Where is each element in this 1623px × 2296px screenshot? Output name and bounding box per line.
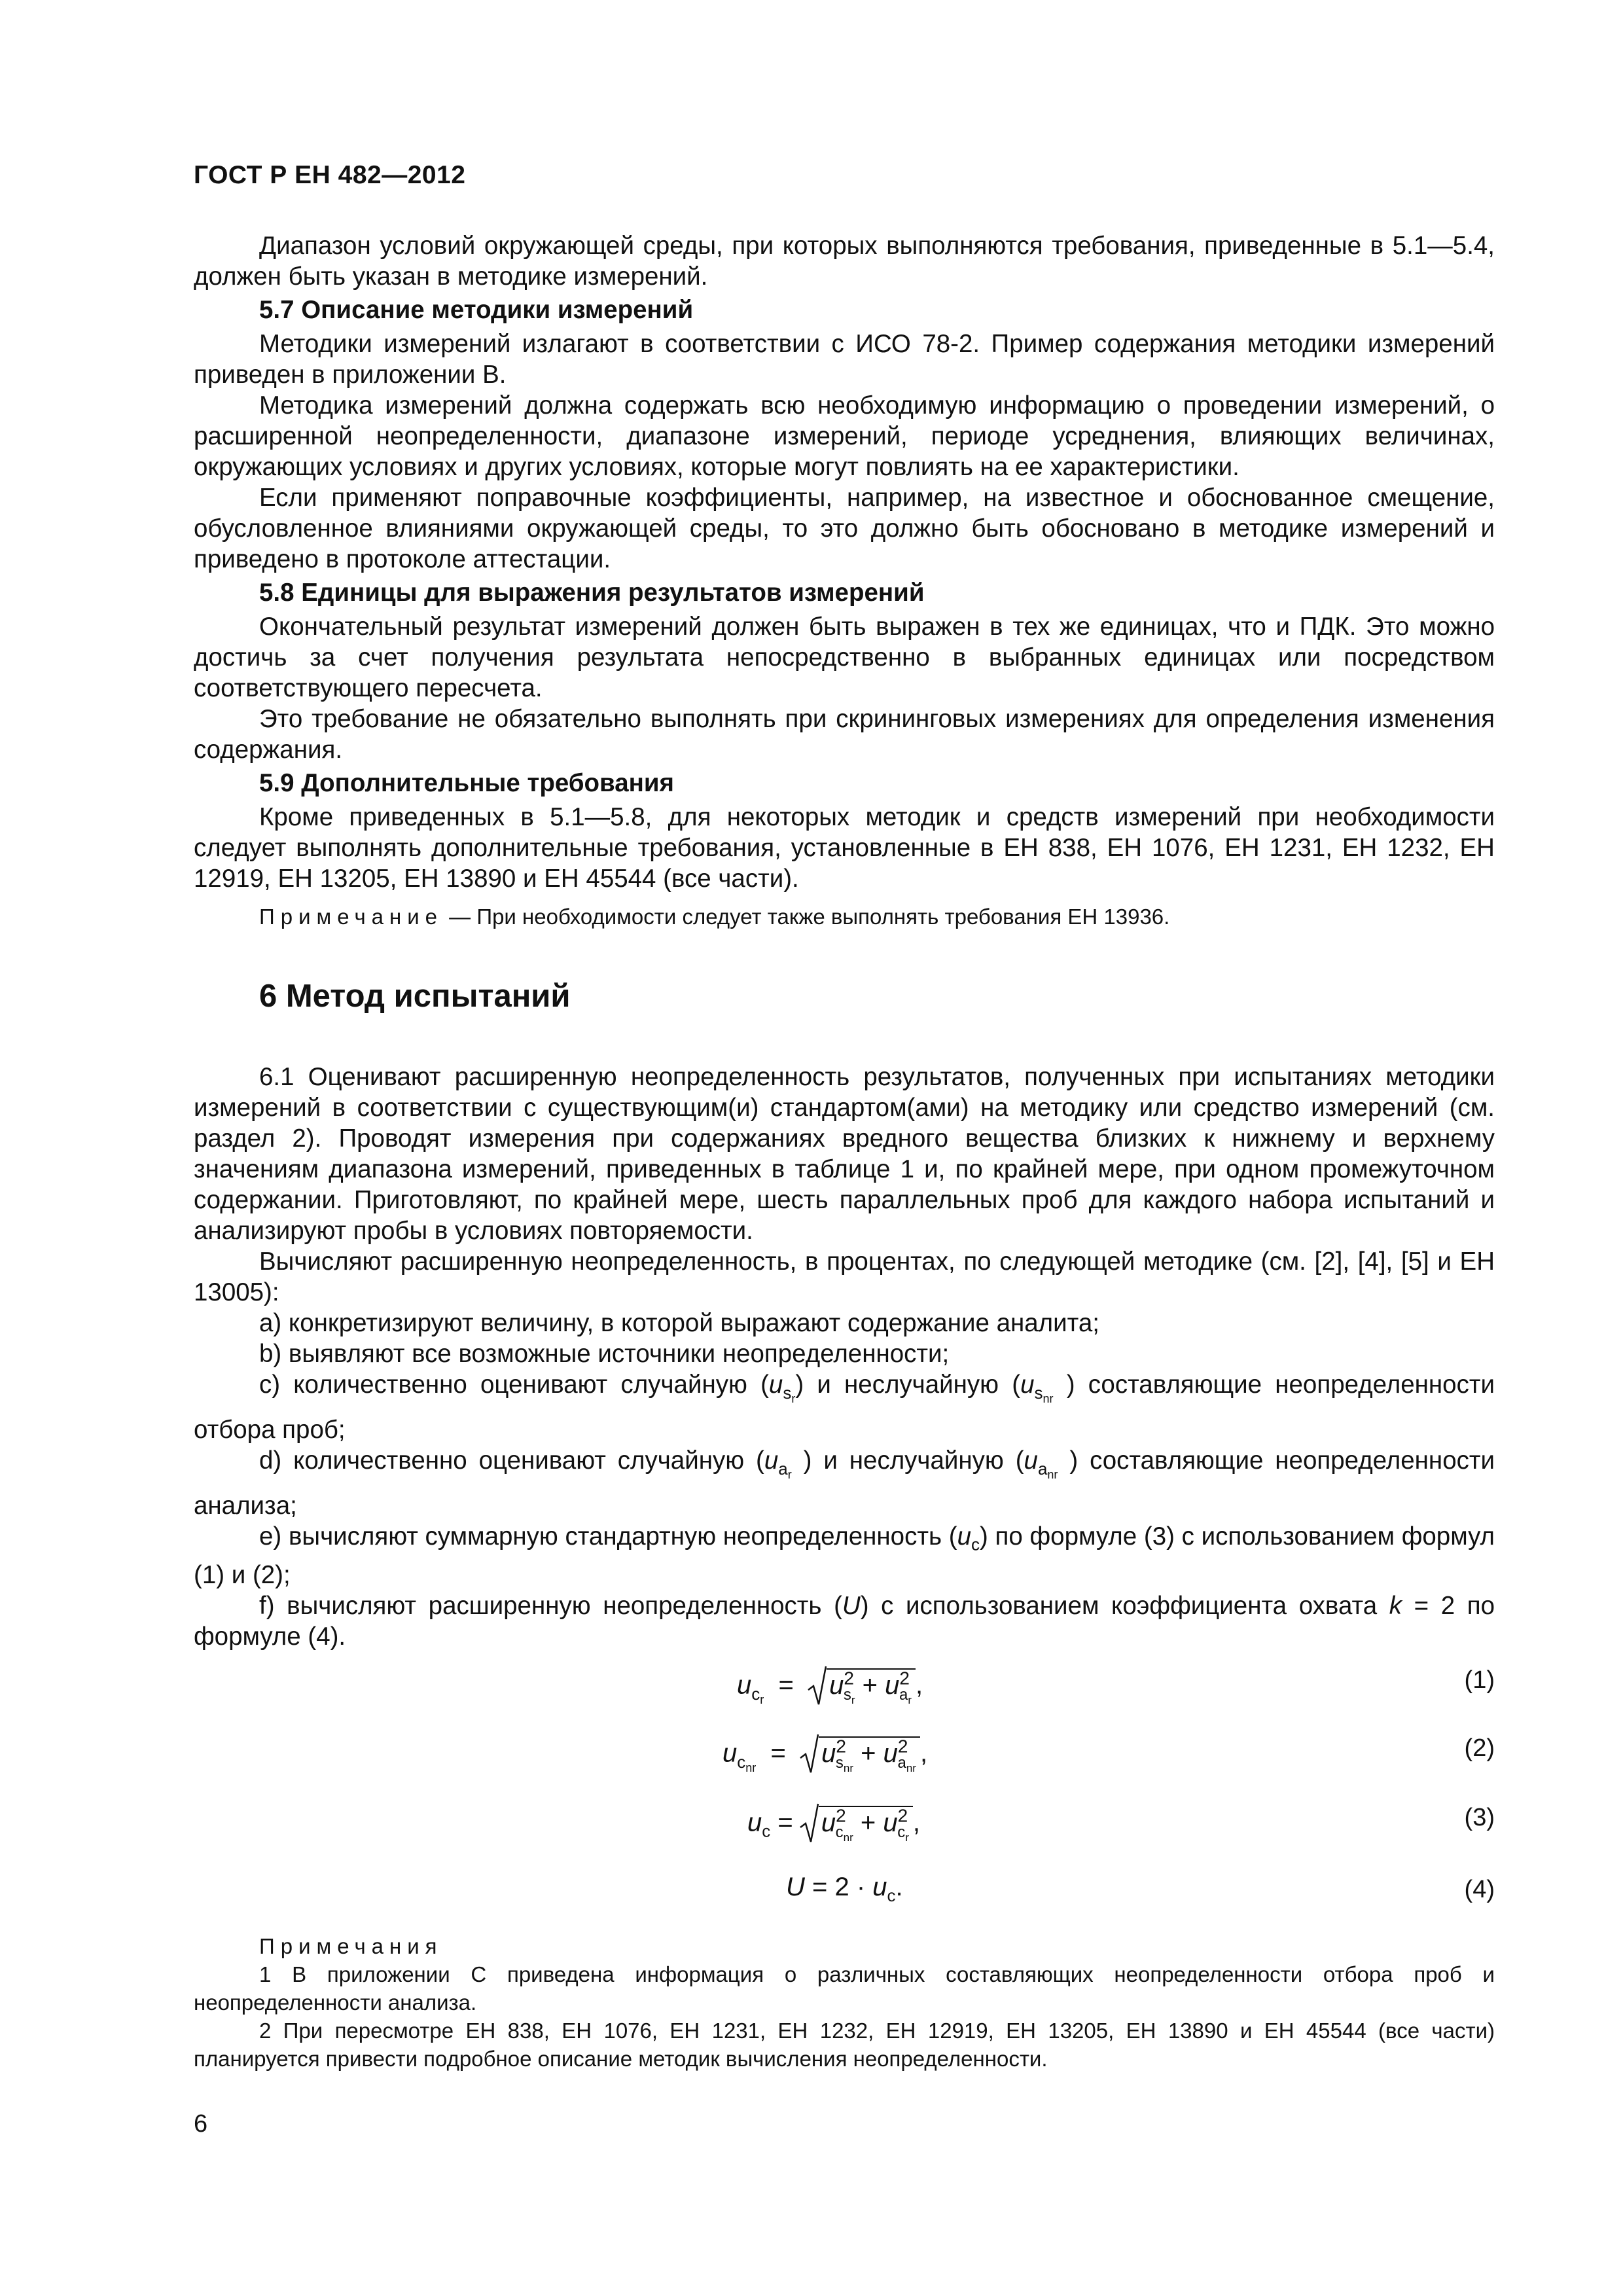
formula-1-number: (1) <box>1464 1666 1495 1695</box>
section-heading-5-7: 5.7 Описание методики измерений <box>259 296 694 324</box>
section-heading-5-9: 5.9 Дополнительные требования <box>259 769 674 797</box>
notes-block <box>194 1932 1495 2073</box>
list-item-e: e) вычисляют суммарную стандартную неопределенность $(u_c)$ по формуле (3) с использованием формул (1) и (2); <box>194 1522 1495 1590</box>
paragraph: Это требование не обязательно выполнять при скрининговых измерениях для определения изменения содержания. <box>194 705 1495 764</box>
list-item-b: b) выявляют все возможные источники неопределенности; <box>259 1340 950 1368</box>
paragraph: Методики измерений излагают в соответствии с ИСО 78-2. Пример содержания методики измерений приведен в приложении В. <box>194 330 1495 389</box>
formula-4-number: (4) <box>1464 1876 1495 1904</box>
note-2: 2 При пересмотре ЕН 838, ЕН 1076, ЕН 1231, ЕН 1232, ЕН 12919, ЕН 13205, ЕН 13890 и ЕН 45544 (все части) планируется привести подробное описание методик вычисления неопределенности. <box>194 2018 1495 2072</box>
section-heading-6: 6 Метод испытаний <box>259 978 571 1014</box>
formula-2: $u_{c_{nr}} = u^2_{s_{nr}} + u^2_{a_{nr}}$, <box>722 1731 927 1784</box>
paragraph: Методика измерений должна содержать всю необходимую информацию о проведении измерений, о расширенной неопределенности, диапазоне измерений, периоде усреднения, влияющих величинах, окружающих условиях и других условиях, которые могут повлиять на ее характеристики. <box>194 391 1495 481</box>
formula-block <box>194 1657 1495 1932</box>
formula-2-number: (2) <box>1464 1734 1495 1763</box>
note-text: — При необходимости следует также выполнять требования ЕН 13936. <box>443 905 1170 929</box>
list-item-d: d) количественно оценивают случайную ($u_{a_r}$ ) и неслучайную ($u_{a_{nr}}$ ) составляющие неопределенности анализа; <box>194 1446 1495 1520</box>
note-1: 1 В приложении С приведена информация о различных составляющих неопределенности отбора проб и неопределенности анализа. <box>194 1962 1495 2015</box>
paragraph: Кроме приведенных в 5.1—5.8, для некоторых методик и средств измерений при необходимости следует выполнять дополнительные требования, установленные в ЕН 838, ЕН 1076, ЕН 1231, ЕН 1232, ЕН 12919, ЕН 13205, ЕН 13890 и ЕН 45544 (все части). <box>194 803 1495 893</box>
paragraph: Вычисляют расширенную неопределенность, в процентах, по следующей методике (см. [2], [4], [5] и ЕН 13005): <box>194 1247 1495 1306</box>
page-number: 6 <box>194 2110 208 2138</box>
list-item-c: c) количественно оценивают случайную $(u_{s_r})$ и неслучайную ($u_{s_{nr}}$ ) составляющие неопределенности отбора проб; <box>194 1371 1495 1444</box>
document-body <box>194 230 1495 2073</box>
paragraph: 6.1 Оценивают расширенную неопределенность результатов, полученных при испытаниях методики измерений в соответствии с существующим(и) стандартом(ами) на методику или средство измерений (см. раздел 2). Проводят измерения при содержаниях вредного вещества близких к нижнему и верхнему значениям диапазона измерений, приведенных в таблице 1 и, по крайней мере, при одном промежуточном содержании. Приготовляют, по крайней мере, шесть параллельных проб для каждого набора испытаний и анализируют пробы в условиях повторяемости. <box>194 1063 1495 1245</box>
paragraph: Диапазон условий окружающей среды, при которых выполняются требования, приведенные в 5.1—5.4, должен быть указан в методике измерений. <box>194 232 1495 291</box>
section-heading-5-8: 5.8 Единицы для выражения результатов измерений <box>259 579 925 607</box>
list-item-f: f) вычисляют расширенную неопределенность (U) с использованием коэффициента охвата k = 2 по формуле (4). <box>194 1592 1495 1651</box>
list-item-a: a) конкретизируют величину, в которой выражают содержание аналита; <box>259 1309 1099 1337</box>
notes-title: Примечания <box>259 1934 443 1959</box>
paragraph: Если применяют поправочные коэффициенты, например, на известное и обоснованное смещение, обусловленное влияниями окружающей среды, то это должно быть обосновано в методике измерений и приведено в протоколе аттестации. <box>194 484 1495 573</box>
formula-3: $u_c = u^2_{c_{nr}} + u^2_{c_r}$, <box>747 1800 920 1852</box>
formula-1: $u_{c_r} = u^2_{s_r} + u^2_{a_r}$, <box>737 1662 923 1715</box>
formula-4: $U = 2 \cdot u_c$. <box>786 1873 903 1906</box>
paragraph: Окончательный результат измерений должен быть выражен в тех же единицах, что и ПДК. Это можно достичь за счет получения результата непосредственно в выбранных единицах или посредством соответствующего пересчета. <box>194 613 1495 702</box>
note <box>194 903 1495 931</box>
document-header: ГОСТ Р ЕН 482—2012 <box>194 161 466 189</box>
note-label: Примечание <box>259 905 444 929</box>
formula-3-number: (3) <box>1464 1804 1495 1832</box>
